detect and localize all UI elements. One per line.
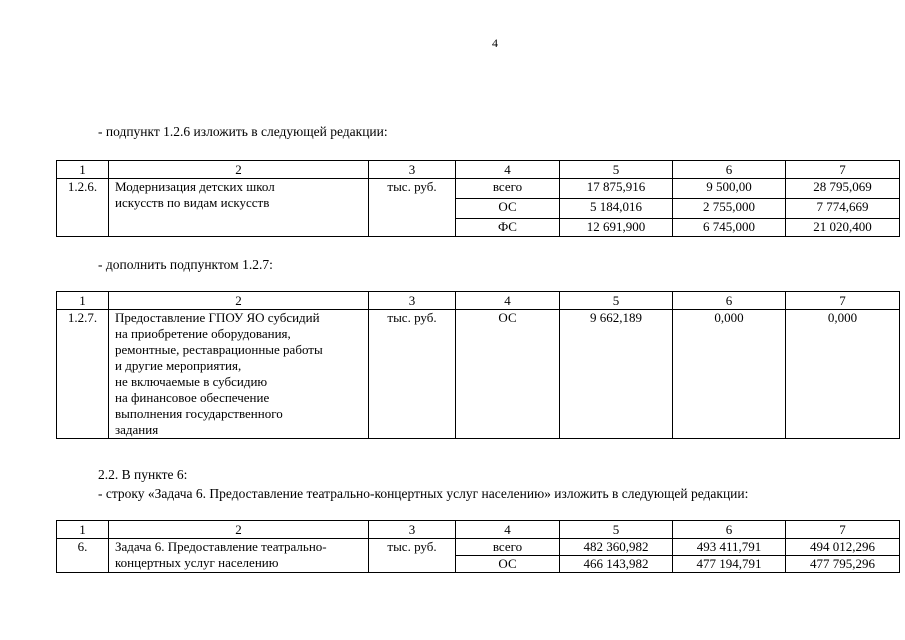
row-name [109, 179, 369, 237]
header-col-5: 5 [560, 292, 673, 310]
header-col-7: 7 [786, 292, 900, 310]
table-row [57, 310, 900, 439]
header-col-5: 5 [560, 161, 673, 179]
row-name-line: Модернизация детских школ [115, 179, 275, 194]
value-col-5: 17 875,916 [560, 179, 673, 199]
table-row [57, 179, 900, 199]
row-name-line: Предоставление ГПОУ ЯО субсидий [115, 310, 320, 325]
table-header-row [57, 161, 900, 179]
header-col-1: 1 [57, 292, 109, 310]
value-col-6: 9 500,00 [673, 179, 786, 199]
header-col-2: 2 [109, 161, 369, 179]
header-col-7: 7 [786, 161, 900, 179]
paragraph-point-22: 2.2. В пункте 6: [98, 467, 188, 482]
header-col-7: 7 [786, 521, 900, 539]
row-code: 1.2.6. [57, 179, 109, 237]
row-name-line: выполнения государственного [115, 406, 283, 421]
funding-source: ОС [456, 199, 560, 219]
header-col-4: 4 [456, 292, 560, 310]
funding-source: всего [456, 179, 560, 199]
header-col-1: 1 [57, 161, 109, 179]
funding-source: всего [456, 539, 560, 556]
header-col-3: 3 [369, 292, 456, 310]
value-col-5: 5 184,016 [560, 199, 673, 219]
table-subpoint-126 [56, 160, 900, 237]
header-col-5: 5 [560, 521, 673, 539]
header-col-2: 2 [109, 521, 369, 539]
table-task-6 [56, 520, 900, 573]
value-col-7: 21 020,400 [786, 219, 900, 237]
value-col-6: 2 755,000 [673, 199, 786, 219]
row-name-line: на приобретение оборудования, [115, 326, 291, 341]
value-col-7: 7 774,669 [786, 199, 900, 219]
header-col-4: 4 [456, 161, 560, 179]
funding-source: ФС [456, 219, 560, 237]
row-unit: тыс. руб. [369, 310, 456, 439]
value-col-7: 0,000 [786, 310, 900, 439]
row-unit: тыс. руб. [369, 179, 456, 237]
row-code: 6. [57, 539, 109, 573]
value-col-5: 9 662,189 [560, 310, 673, 439]
row-name-line: и другие мероприятия, [115, 358, 242, 373]
table-row [57, 539, 900, 556]
table-header-row [57, 292, 900, 310]
header-col-6: 6 [673, 161, 786, 179]
row-unit: тыс. руб. [369, 539, 456, 573]
row-name [109, 310, 369, 439]
paragraph-subpoint-127: - дополнить подпунктом 1.2.7: [98, 257, 273, 272]
value-col-7: 28 795,069 [786, 179, 900, 199]
value-col-7: 477 795,296 [786, 556, 900, 573]
table-header-row [57, 521, 900, 539]
page-number: 4 [492, 36, 498, 50]
value-col-7: 494 012,296 [786, 539, 900, 556]
header-col-4: 4 [456, 521, 560, 539]
header-col-6: 6 [673, 292, 786, 310]
header-col-1: 1 [57, 521, 109, 539]
value-col-6: 0,000 [673, 310, 786, 439]
value-col-6: 493 411,791 [673, 539, 786, 556]
row-name-line: Задача 6. Предоставление театрально- [115, 539, 327, 554]
value-col-5: 466 143,982 [560, 556, 673, 573]
header-col-2: 2 [109, 292, 369, 310]
header-col-3: 3 [369, 521, 456, 539]
row-name-line: ремонтные, реставрационные работы [115, 342, 323, 357]
row-name-line: концертных услуг населению [115, 555, 279, 570]
row-name-line: не включаемые в субсидию [115, 374, 268, 389]
row-name [109, 539, 369, 573]
funding-source: ОС [456, 556, 560, 573]
header-col-6: 6 [673, 521, 786, 539]
table-subpoint-127 [56, 291, 900, 439]
value-col-5: 482 360,982 [560, 539, 673, 556]
paragraph-subpoint-126: - подпункт 1.2.6 изложить в следующей редакции: [98, 124, 388, 139]
row-name-line: задания [115, 422, 159, 437]
row-code: 1.2.7. [57, 310, 109, 439]
funding-source: ОС [456, 310, 560, 439]
value-col-5: 12 691,900 [560, 219, 673, 237]
value-col-6: 477 194,791 [673, 556, 786, 573]
row-name-line: на финансовое обеспечение [115, 390, 270, 405]
header-col-3: 3 [369, 161, 456, 179]
paragraph-task-6: - строку «Задача 6. Предоставление театрально-концертных услуг населению» изложить в следующей редакции: [98, 486, 749, 501]
value-col-6: 6 745,000 [673, 219, 786, 237]
row-name-line: искусств по видам искусств [115, 195, 270, 210]
